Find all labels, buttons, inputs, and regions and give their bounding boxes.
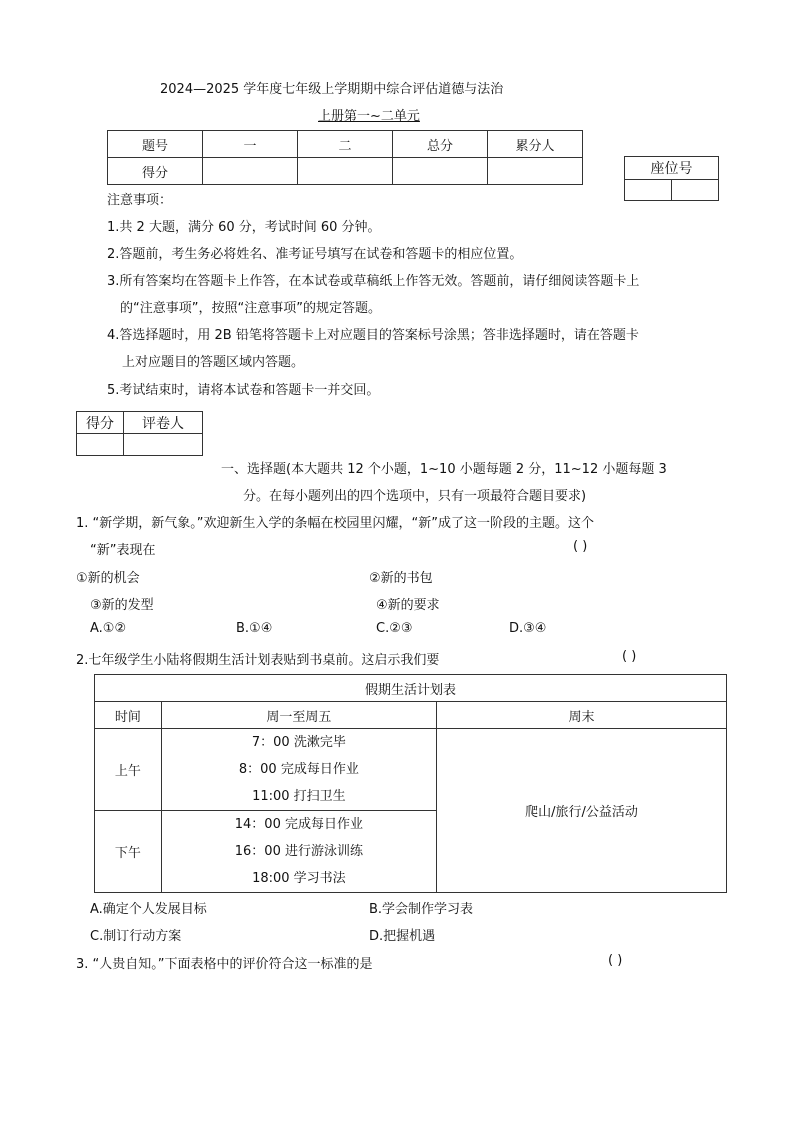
plan-morning-label: 上午 [95, 729, 162, 811]
question-1-stem: 1. “新学期，新气象。”欢迎新生入学的条幅在校园里闪耀，“新”成了这一阶段的主题。这个 [76, 516, 594, 531]
notice-item: 3.所有答案均在答题卡上作答，在本试卷或草稿纸上作答无效。答题前，请仔细阅读答题卡上 [107, 274, 640, 289]
answer-bracket: ( ) [573, 539, 588, 554]
q1-option-c: C.②③ [376, 621, 413, 636]
schedule-entry: 8：00 完成每日作业 [238, 762, 359, 777]
holiday-plan-table [94, 674, 727, 893]
plan-col-weekday: 周一至周五 [161, 702, 436, 729]
schedule-entry: 7：00 洗漱完毕 [251, 735, 346, 750]
schedule-entry: 11:00 打扫卫生 [252, 789, 346, 804]
schedule-entry: 16：00 进行游泳训练 [234, 844, 363, 859]
score-cell [298, 158, 393, 185]
q1-option-a: A.①② [90, 621, 127, 636]
section-heading-cont: 分。在每小题列出的四个选项中，只有一项最符合题目要求) [243, 489, 587, 504]
question-3-stem: 3. “人贵自知。”下面表格中的评价符合这一标准的是 [76, 957, 373, 972]
exam-title: 2024—2025 学年度七年级上学期期中综合评估道德与法治 [160, 82, 504, 97]
question-1-stem-cont: “新”表现在 [90, 543, 156, 558]
notice-item: 4.答选择题时，用 2B 铅笔将答题卡上对应题目的答案标号涂黑；答非选择题时，请在答题卡 [107, 328, 639, 343]
q1-item: ②新的书包 [369, 571, 433, 586]
schedule-entry: 14：00 完成每日作业 [234, 817, 363, 832]
grader-cell [77, 434, 124, 456]
score-table [107, 130, 583, 185]
grader-name-label: 评卷人 [124, 412, 203, 434]
grader-score-label: 得分 [77, 412, 124, 434]
seat-cell [672, 180, 719, 201]
q2-option-b: B.学会制作学习表 [369, 902, 474, 917]
plan-title: 假期生活计划表 [95, 675, 727, 702]
notice-item: 5.考试结束时，请将本试卷和答题卡一并交回。 [107, 383, 380, 398]
exam-subtitle: 上册第一~二单元 [318, 109, 420, 124]
seat-number-box [624, 156, 719, 201]
seat-number-label: 座位号 [625, 157, 719, 180]
plan-afternoon-schedule [161, 811, 436, 893]
plan-morning-schedule [161, 729, 436, 811]
seat-cell [625, 180, 672, 201]
q1-item: ④新的要求 [376, 598, 440, 613]
plan-weekend-activity: 爬山/旅行/公益活动 [436, 729, 726, 893]
grader-cell [124, 434, 203, 456]
score-header-cell: 题号 [108, 131, 203, 158]
q2-option-a: A.确定个人发展目标 [90, 902, 207, 917]
notice-item: 1.共 2 大题，满分 60 分，考试时间 60 分钟。 [107, 220, 381, 235]
q2-option-c: C.制订行动方案 [90, 929, 182, 944]
plan-col-weekend: 周末 [436, 702, 726, 729]
score-row-label: 得分 [108, 158, 203, 185]
q1-item: ③新的发型 [90, 598, 154, 613]
score-header-cell: 累分人 [488, 131, 583, 158]
grader-table [76, 411, 203, 456]
answer-bracket: ( ) [622, 649, 637, 664]
notice-item: 上对应题目的答题区域内答题。 [122, 355, 305, 370]
q1-option-b: B.①④ [236, 621, 273, 636]
q1-item: ①新的机会 [76, 571, 140, 586]
plan-afternoon-label: 下午 [95, 811, 162, 893]
score-header-cell: 总分 [393, 131, 488, 158]
section-heading: 一、选择题(本大题共 12 个小题，1~10 小题每题 2 分，11~12 小题每题 3 [221, 462, 667, 477]
score-cell [488, 158, 583, 185]
score-cell [203, 158, 298, 185]
plan-col-time: 时间 [95, 702, 162, 729]
question-2-stem: 2.七年级学生小陆将假期生活计划表贴到书桌前。这启示我们要 [76, 653, 440, 668]
q1-option-d: D.③④ [509, 621, 547, 636]
notice-item: 2.答题前，考生务必将姓名、准考证号填写在试卷和答题卡的相应位置。 [107, 247, 523, 262]
score-header-cell: 一 [203, 131, 298, 158]
notice-heading: 注意事项： [107, 193, 173, 208]
score-header-cell: 二 [298, 131, 393, 158]
score-cell [393, 158, 488, 185]
schedule-entry: 18:00 学习书法 [252, 871, 346, 886]
answer-bracket: ( ) [608, 953, 623, 968]
notice-item: 的“注意事项”，按照“注意事项”的规定答题。 [120, 301, 381, 316]
q2-option-d: D.把握机遇 [369, 929, 436, 944]
